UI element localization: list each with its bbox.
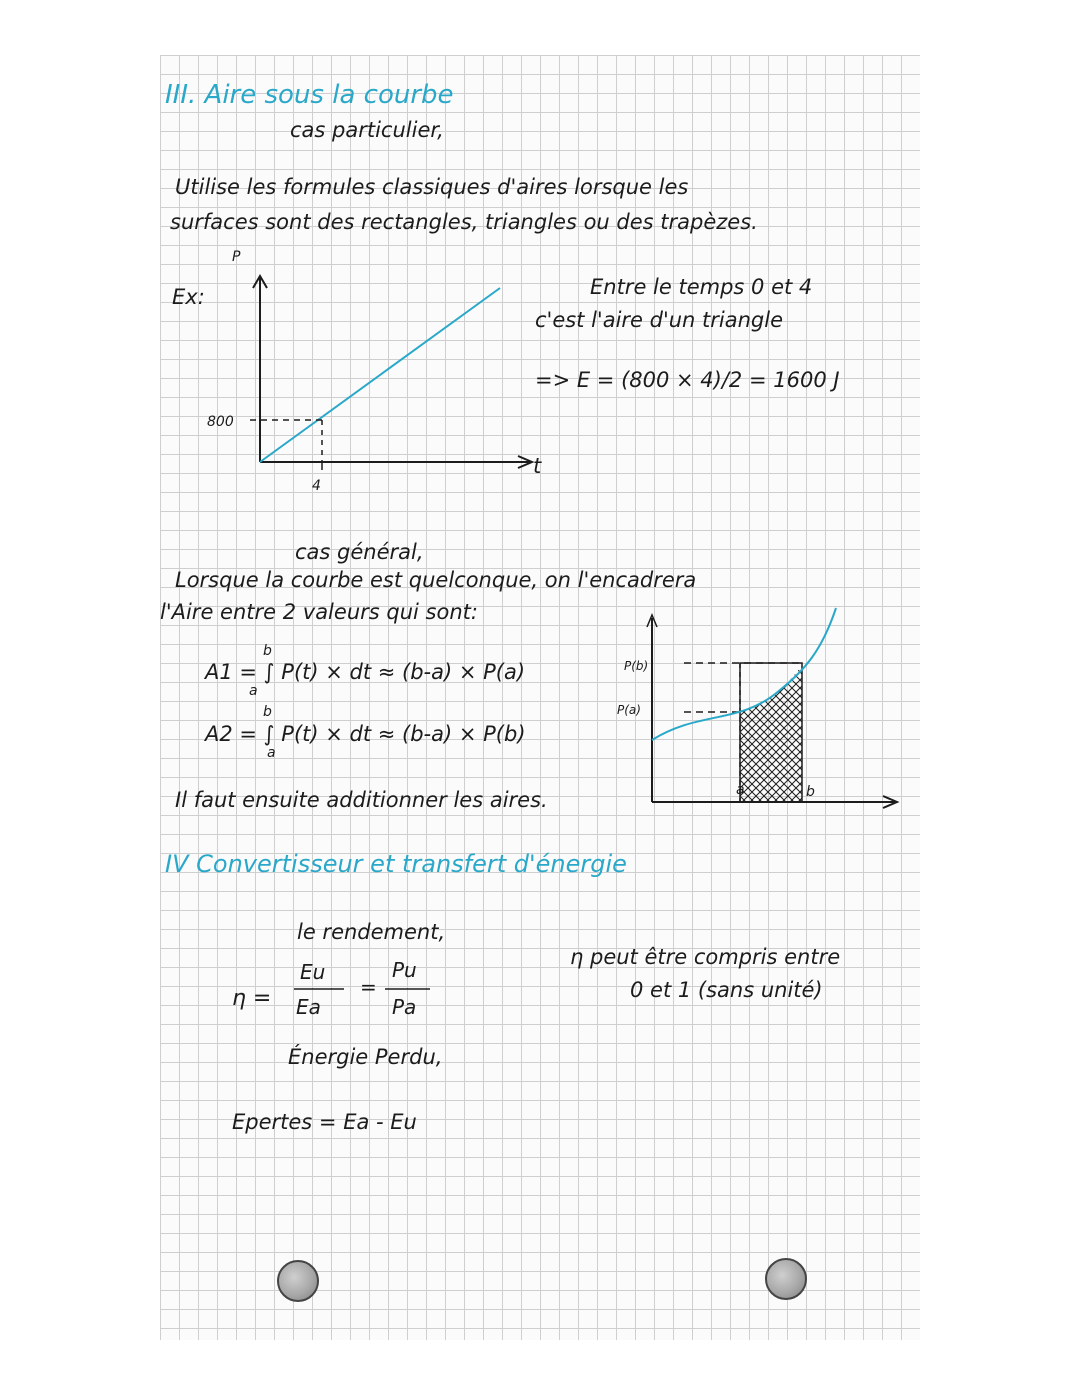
energy-lost-label: Énergie Perdu,: [288, 1045, 443, 1069]
graph2-pa-label: P(a): [617, 703, 641, 717]
example-note-line-2: c'est l'aire d'un triangle: [535, 308, 783, 332]
a2-upper-bound: b: [263, 704, 272, 720]
a2-formula: A2 = ∫ P(t) × dt ≈ (b-a) × P(b): [205, 722, 526, 746]
example-formula: => E = (800 × 4)/2 = 1600 J: [535, 368, 840, 392]
example-note-line-1: Entre le temps 0 et 4: [590, 275, 813, 299]
general-case-label: cas général,: [295, 540, 424, 564]
ea-denominator: Ea: [296, 995, 321, 1019]
intro-line-2: surfaces sont des rectangles, triangles ou des trapèzes.: [170, 210, 758, 234]
graph2-a-label: a: [736, 782, 745, 798]
eu-numerator: Eu: [300, 960, 326, 984]
example-label: Ex:: [172, 285, 205, 309]
general-line-1: Lorsque la courbe est quelconque, on l'encadrera: [175, 568, 697, 592]
punch-hole-right: [765, 1258, 807, 1300]
pu-numerator: Pu: [392, 958, 417, 982]
a1-upper-bound: b: [263, 643, 272, 659]
section-3-title: III. Aire sous la courbe: [165, 80, 454, 110]
graph2-pb-label: P(b): [624, 659, 649, 673]
graph2-b-label: b: [806, 784, 815, 800]
graph1-x-tick-label: 4: [312, 478, 321, 494]
efficiency-note-line-2: 0 et 1 (sans unité): [630, 978, 823, 1002]
general-line-2: l'Aire entre 2 valeurs qui sont:: [160, 600, 478, 624]
punch-hole-left: [277, 1260, 319, 1302]
efficiency-note-line-1: η peut être compris entre: [570, 945, 841, 969]
pa-denominator: Pa: [392, 995, 417, 1019]
graph1-x-axis-label: t: [533, 454, 542, 478]
section-4-title: IV Convertisseur et transfert d'énergie: [165, 850, 627, 878]
energy-lost-formula: Epertes = Ea - Eu: [232, 1110, 417, 1134]
graph1-y-axis-label: P: [232, 249, 241, 265]
a1-formula: A1 = ∫ P(t) × dt ≈ (b-a) × P(a): [205, 660, 526, 684]
eta-symbol: η =: [232, 986, 272, 1011]
rendement-label: le rendement,: [297, 920, 446, 944]
a2-lower-bound: a: [267, 745, 276, 761]
conclusion-text: Il faut ensuite additionner les aires.: [175, 788, 548, 812]
a1-lower-bound: a: [249, 683, 258, 699]
intro-line-1: Utilise les formules classiques d'aires lorsque les: [175, 175, 689, 199]
special-case-label: cas particulier,: [290, 118, 444, 142]
equals-sign: =: [360, 975, 377, 999]
graph1-y-tick-label: 800: [207, 414, 234, 430]
